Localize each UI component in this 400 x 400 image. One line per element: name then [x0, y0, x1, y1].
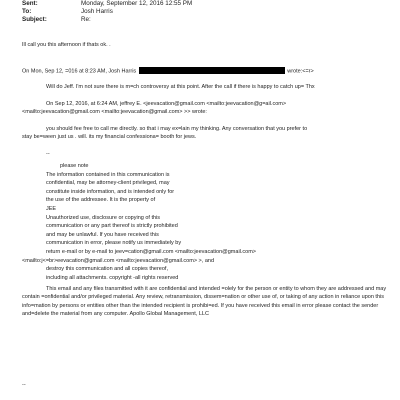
to-value: Josh Harris: [81, 7, 113, 15]
notice-line: The information contained in this communication is: [46, 171, 170, 178]
separator-dashes: --: [46, 151, 50, 157]
sent-label: Sent:: [22, 0, 38, 7]
subject-label: Subject:: [22, 15, 47, 23]
notice-line: confidential, may be attorney-client privileged, may: [46, 180, 170, 187]
notice-line: please note: [60, 163, 89, 169]
jeff-message-line-2: stay be=ween just us . will. its my financial confessiona= booth for jews.: [22, 134, 197, 140]
email-header: [22, 0, 392, 24]
notice-line: destroy this communication and all copies thereof,: [46, 266, 168, 273]
quote-header-1-suffix: wrote:<=r>: [287, 68, 314, 75]
notice-line: Unauthorized use, disclosure or copying of this: [46, 214, 161, 221]
subject-value: Re:: [81, 15, 91, 23]
notice-line: the use of the addressee. It is the property of: [46, 197, 156, 204]
quote-header-2-line-1: On Sep 12, 2016, at 6:24 AM, jeffrey E. <jeevacation@gmail.com <mailto:jeevacation@g=ail.com>: [46, 101, 287, 107]
jeff-message-line-1: you should fee free to call me directly. so that i may ex=lain my thinking. Any conversation that you prefer to: [46, 126, 308, 132]
separator-dashes-bottom: --: [22, 382, 26, 388]
notice-line: communication in error, please notify us immediately by: [46, 240, 182, 247]
quote-header-1-prefix: On Mon, Sep 12, =016 at 8:23 AM, Josh Harris: [22, 68, 137, 75]
josh-message: Will do Jeff. I'm not sure there is m=ch controversy at this point. After the call if there is happy to catch up= Thx: [46, 84, 315, 90]
notice-line: and may be unlawful. If you have received this: [46, 231, 159, 238]
notice-line: including all attachments. copyright -all rights reserved: [46, 274, 179, 281]
confidentiality-notice: [22, 162, 257, 282]
quote-header-2-line-2: <mailto:jeevacation@gmail.com <mailto:jeevacation@gmail.com> >> wrote:: [22, 109, 207, 115]
notice-line: <mailto:j<=br>eevacation@gmail.com <mailto:jeevacation@gmail.com> >, and: [22, 257, 215, 264]
subject-row: [22, 16, 392, 24]
quote-header-1: [22, 67, 314, 76]
sent-value: Monday, September 12, 2016 12:55 PM: [81, 0, 193, 7]
notice-line: return e-mail or by e-mail to jeev=cation@gmail.com <mailto:jeevacation@gmail.com>: [46, 248, 257, 255]
notice-line: communication or any part thereof is strictly prohibited: [46, 223, 178, 230]
disclaimer-text: This email and any files transmitted with it are confidential and intended =olely for the person or entity to whom they are addressed and may contain =onfidential and/or privileged material. Any review, retransmission, dissem=nation or other use of, or taking of any action in reliance upon this info=mation by persons or entities other than the intended recipient is prohibi=ed. If you have received this email in error please contact the sender and=delete the material from any computer. Apollo Global Management, LLC: [22, 286, 387, 317]
notice-line: JEE: [46, 205, 57, 212]
reply-text: Ill call you this afternoon if thats ok. .: [22, 42, 111, 48]
to-label: To:: [22, 7, 32, 15]
redacted-email-block: [139, 67, 285, 74]
notice-line: constitute inside information, and is intended only for: [46, 188, 175, 195]
